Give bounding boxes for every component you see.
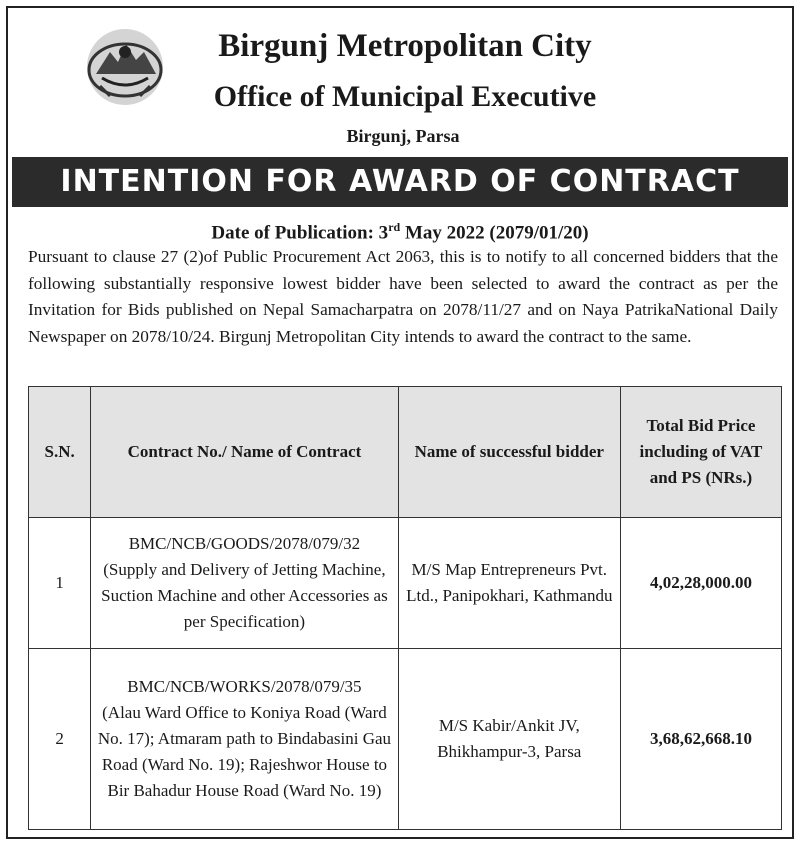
row-sn: 1 xyxy=(29,518,91,649)
row-bidder: M/S Kabir/Ankit JV, Bhikhampur-3, Parsa xyxy=(398,649,620,830)
header-contract: Contract No./ Name of Contract xyxy=(91,387,398,518)
notice-page xyxy=(6,6,794,839)
row-sn: 2 xyxy=(29,649,91,830)
publication-date xyxy=(8,220,792,244)
city-title: Birgunj Metropolitan City xyxy=(218,28,592,64)
row-bidder: M/S Map Entrepreneurs Pvt. Ltd., Panipokhari, Kathmandu xyxy=(398,518,620,649)
contract-name: (Supply and Delivery of Jetting Machine, Suction Machine and other Accessories as per Specification) xyxy=(101,560,388,631)
contract-number: BMC/NCB/WORKS/2078/079/35 xyxy=(127,677,362,696)
header-bidder: Name of successful bidder xyxy=(398,387,620,518)
table-row xyxy=(29,649,782,830)
contract-name: (Alau Ward Office to Koniya Road (Ward No. 17); Atmaram path to Bindabasini Gau Road (Ward No. 19); Rajeshwor House to Bir Bahadur House Road (Ward No. 19) xyxy=(97,703,392,800)
notice-banner: INTENTION FOR AWARD OF CONTRACT xyxy=(12,157,788,207)
contract-number: BMC/NCB/GOODS/2078/079/32 xyxy=(128,534,361,553)
row-contract xyxy=(91,518,398,649)
publication-date-suffix: rd xyxy=(388,220,401,234)
table-row xyxy=(29,518,782,649)
header-price: Total Bid Price including of VAT and PS (NRs.) xyxy=(620,387,781,518)
row-price: 3,68,62,668.10 xyxy=(620,649,781,830)
publication-date-rest: May 2022 (2079/01/20) xyxy=(400,222,589,244)
row-contract xyxy=(91,649,398,830)
notice-body: Pursuant to clause 27 (2)of Public Procurement Act 2063, this is to notify to all concerned bidders that the following substantially responsive lowest bidder have been selected to award the contract as per the Invitation for Bids published on Nepal Samacharpatra on 2078/11/27 and on Naya PatrikaNational Daily Newspaper on 2078/10/24. Birgunj Metropolitan City intends to award the contract to the same. xyxy=(28,247,778,346)
header-sn: S.N. xyxy=(29,387,91,518)
location-title: Birgunj, Parsa xyxy=(346,126,460,146)
award-table xyxy=(28,386,782,830)
row-price: 4,02,28,000.00 xyxy=(620,518,781,649)
publication-date-label: Date of Publication: 3 xyxy=(211,222,389,244)
office-title: Office of Municipal Executive xyxy=(213,80,597,113)
table-header-row xyxy=(29,387,782,518)
